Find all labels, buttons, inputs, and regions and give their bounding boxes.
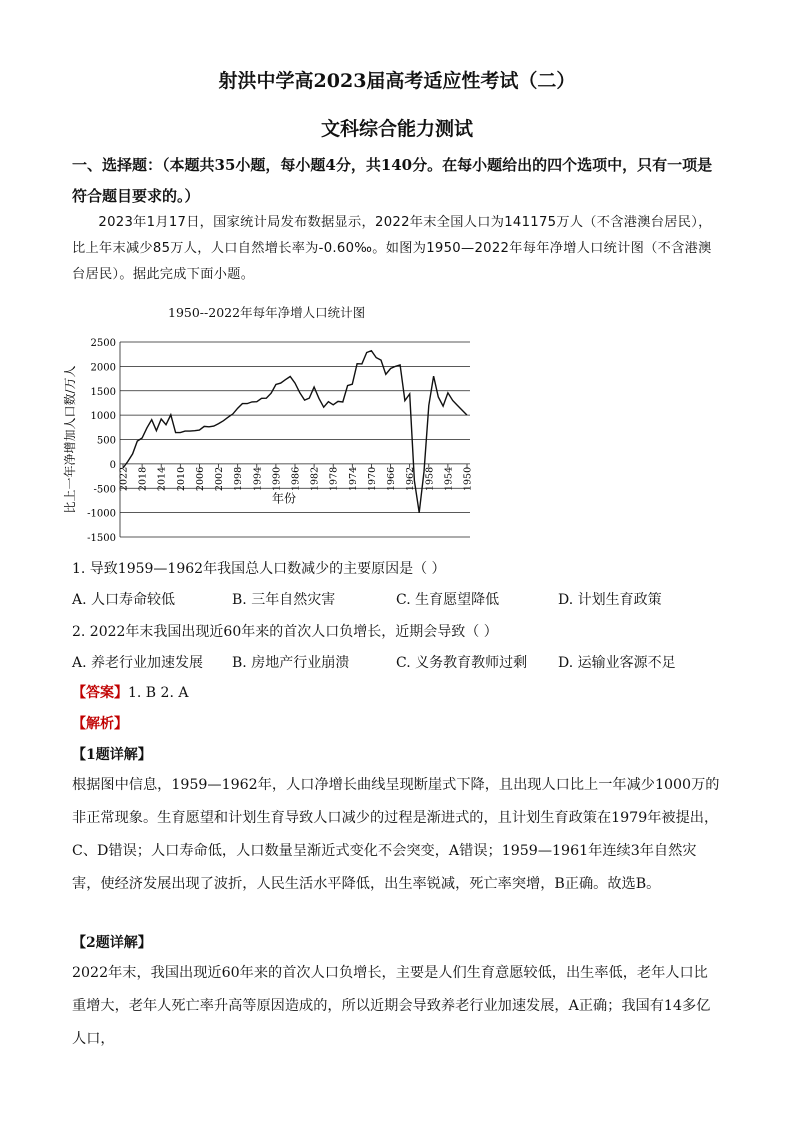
q1-option-a[interactable]: A. 人口寿命较低 (72, 592, 176, 608)
detail1-text: 根据图中信息，1959—1962年，人口净增长曲线呈现断崖式下降，且出现人口比上一年减少1000万的非正常现象。生育愿望和计划生育导致人口减少的过程是渐进式的，且计划生育政策在1979年被提出，C、D错误；人口寿命低，人口数量呈渐近式变化不会突变，A错误；1959—1961年连续3年自然灾害，使经济发展出现了波折，人民生活水平降低，出生率锐减，死亡率突增，B正确。故选B。 (72, 777, 720, 892)
x-tick-label: 2010 (175, 466, 187, 492)
detail2-text: 2022年末，我国出现近60年来的首次人口负增长，主要是人们生育意愿较低，出生率低，老年人口比重增大，老年人死亡率升高等原因造成的，所以近期会导致养老行业加速发展，A正确；我国有14多亿人口， (72, 965, 711, 1047)
detail2-label: 【2题详解】 (72, 935, 152, 951)
x-tick-label: 1966 (386, 466, 398, 492)
answer-line (72, 682, 188, 702)
y-tick-label: 1500 (90, 386, 116, 398)
x-tick-label: 2014 (156, 466, 168, 492)
x-tick-label: 2006 (194, 466, 206, 492)
q2-option-c[interactable]: C. 义务教育教师过剩 (396, 655, 528, 671)
x-tick-label: 1962 (405, 466, 417, 492)
q2-option-a[interactable]: A. 养老行业加速发展 (72, 655, 204, 671)
y-axis-label: 比上一年净增加人口数/万人 (63, 365, 77, 514)
x-tick-label: 1982 (309, 466, 321, 492)
answer-text: 1. B 2. A (128, 685, 189, 701)
x-tick-labels (119, 467, 474, 491)
x-tick-label: 1998 (233, 466, 245, 492)
x-tick-label: 2022 (118, 466, 130, 492)
x-tick-label: 1950 (462, 466, 474, 492)
y-tick-label: -1500 (87, 533, 116, 544)
question-stem (72, 210, 722, 288)
x-tick-label: 1986 (290, 466, 302, 492)
x-tick-label: 1970 (366, 466, 378, 492)
q2-option-b[interactable]: B. 房地产行业崩溃 (232, 655, 350, 671)
question-1: 1. 导致1959—1962年我国总人口数减少的主要原因是（ ） (72, 561, 446, 577)
x-tick-label: 1974 (347, 466, 359, 492)
y-tick-labels (87, 338, 116, 544)
chart-title: 1950--2022年每年净增人口统计图 (168, 305, 366, 320)
y-tick-label: -1000 (87, 508, 116, 520)
x-tick-label: 1954 (443, 466, 455, 492)
x-tick-label: 1958 (424, 466, 436, 492)
x-tick-label: 1990 (271, 466, 283, 492)
detail2-body (72, 957, 722, 1056)
section-heading: 一、选择题：（本题共35小题，每小题4分，共140分。在每小题给出的四个选项中，只有一项是符合题目要求的。） (72, 156, 713, 205)
x-tick-label: 1978 (328, 466, 340, 492)
exam-title: 射洪中学高2023届高考适应性考试（二） (218, 70, 576, 92)
y-tick-label: 500 (96, 435, 116, 447)
y-tick-label: -500 (93, 484, 116, 496)
q1-option-b[interactable]: B. 三年自然灾害 (232, 592, 336, 608)
x-tick-label: 2018 (137, 466, 149, 492)
stem-text: 2023年1月17日，国家统计局发布数据显示，2022年末全国人口为141175万人（不含港澳台居民），比上年末减少85万人，人口自然增长率为-0.60‰。如图为1950—2022年每年净增人口统计图（不含港澳台居民）。据此完成下面小题。 (72, 215, 712, 282)
analysis-label: 【解析】 (72, 716, 128, 732)
x-tick-label: 2002 (214, 466, 226, 492)
q1-option-c[interactable]: C. 生育愿望降低 (396, 592, 500, 608)
detail1-body (72, 769, 722, 901)
y-tick-label: 1000 (90, 411, 116, 423)
y-tick-label: 0 (109, 459, 116, 471)
y-tick-label: 2500 (90, 338, 116, 349)
q1-option-d[interactable]: D. 计划生育政策 (558, 592, 662, 608)
exam-subtitle: 文科综合能力测试 (320, 118, 473, 140)
question-2: 2. 2022年末我国出现近60年来的首次人口负增长，近期会导致（ ） (72, 624, 498, 640)
chart-grid (120, 342, 470, 537)
x-axis-label: 年份 (272, 491, 297, 506)
answer-label: 【答案】 (72, 685, 128, 701)
y-tick-label: 2000 (90, 362, 116, 374)
x-tick-label: 1994 (252, 466, 264, 492)
detail1-label: 【1题详解】 (72, 747, 152, 763)
line-chart (60, 330, 490, 545)
q2-option-d[interactable]: D. 运输业客源不足 (558, 655, 676, 671)
